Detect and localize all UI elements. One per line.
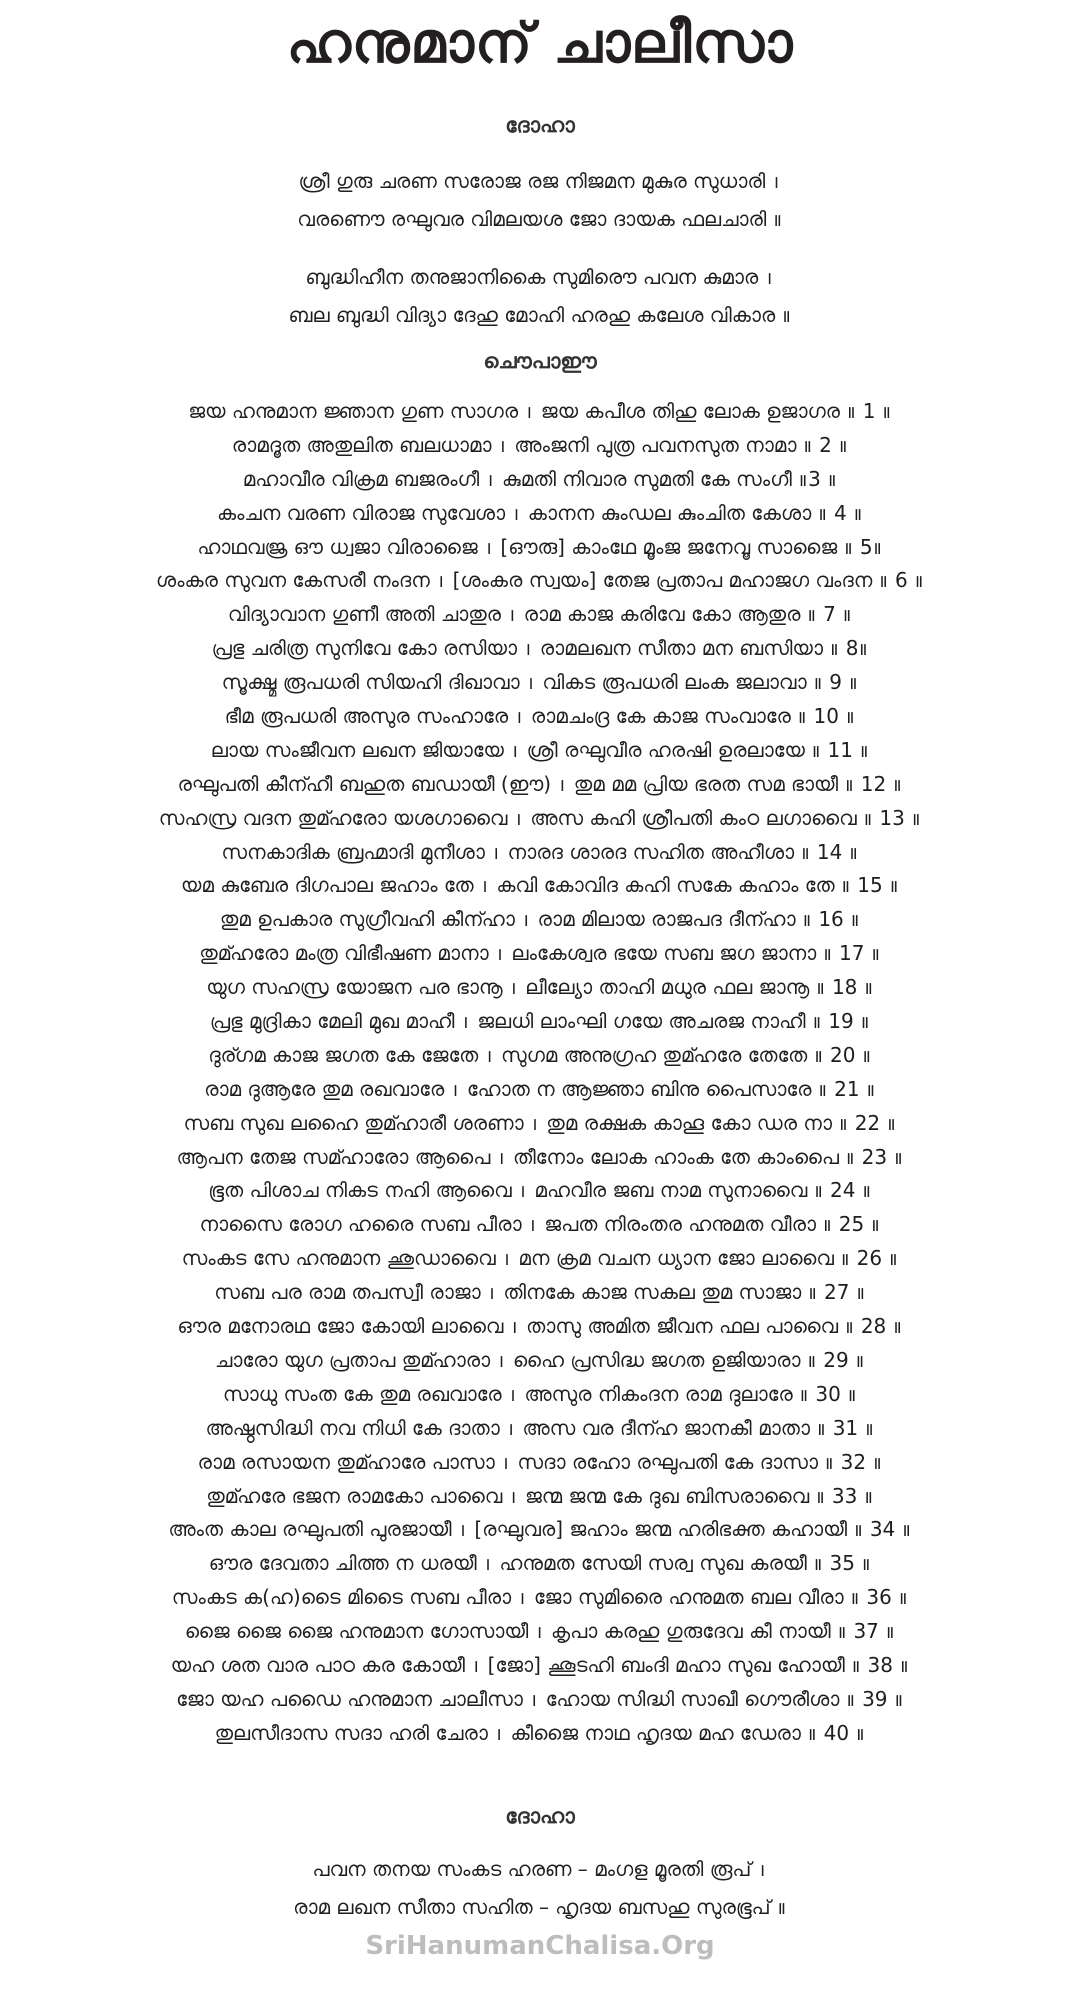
page-title: ഹനുമാന് ചാലീസാ bbox=[286, 11, 794, 76]
chaupai-line: സനകാദിക ബ്രഹ്മാദി മുനീശാ । നാരദ ശാരദ സഹിത അഹീശാ ॥ 14 ॥ bbox=[221, 839, 859, 864]
site-watermark: SriHanumanChalisa.Org bbox=[365, 1931, 715, 1961]
chaupai-line: രാമ ദുആരേ തുമ രഖവാരേ । ഹോത ന ആജ്ഞാ ബിനു പൈസാരേ ॥ 21 ॥ bbox=[204, 1076, 876, 1101]
chaupai-line: മഹാവീര വിക്രമ ബജരംഗീ । കുമതി നിവാര സുമതി കേ സംഗീ ॥3 ॥ bbox=[242, 466, 838, 491]
chaupai-line: രാമദൂത അതുലിത ബലധാമാ । അംജനി പുത്ര പവനസുത നാമാ ॥ 2 ॥ bbox=[231, 432, 849, 457]
chaupai-line: ഭീമ രൂപധരി അസുര സംഹാരേ । രാമചംദ്ര കേ കാജ സംവാരേ ॥ 10 ॥ bbox=[224, 704, 856, 729]
chaupai-line: ജോ യഹ പഡൈ ഹനുമാന ചാലീസാ । ഹോയ സിദ്ധി സാഖീ ഗൌരീശാ ॥ 39 ॥ bbox=[176, 1686, 904, 1711]
doha-heading-top: ദോഹാ bbox=[505, 113, 575, 137]
chaupai-line: വിദ്യാവാന ഗുണീ അതി ചാതുര । രാമ കാജ കരിവേ കോ ആതുര ॥ 7 ॥ bbox=[227, 602, 853, 627]
verse-line: ബുദ്ധിഹീന തനുജാനികൈ സുമിരൌ പവന കുമാര । bbox=[305, 265, 775, 289]
chaupai-line: സംകട ക(ഹ)ടൈ മിടൈ സബ പീരാ । ജോ സുമിരൈ ഹനുമത ബല വീരാ ॥ 36 ॥ bbox=[171, 1585, 909, 1610]
chaupai-line: പ്രഭു ചരിത്ര സുനിവേ കോ രസിയാ । രാമലഖന സീതാ മന ബസിയാ ॥ 8॥ bbox=[211, 636, 869, 661]
verse-line: ബല ബുദ്ധി വിദ്യാ ദേഹു മോഹി ഹരഹു കലേശ വികാര ॥ bbox=[288, 303, 792, 327]
chaupai-line: ദുര്ഗമ കാജ ജഗത കേ ജേതേ । സുഗമ അനുഗ്രഹ തുമ്ഹരേ തേതേ ॥ 20 ॥ bbox=[208, 1042, 872, 1067]
chaupai-line: സംകട സേ ഹനുമാന ഛുഡാവൈ । മന ക്രമ വചന ധ്യാന ജോ ലാവൈ ॥ 26 ॥ bbox=[181, 1246, 899, 1271]
chaupai-line: അംത കാല രഘുപതി പുരജായീ । [രഘുവര] ജഹാം ജന്മ ഹരിഭക്ത കഹായീ ॥ 34 ॥ bbox=[168, 1517, 912, 1542]
chaupai-line: സാധു സംത കേ തുമ രഖവാരേ । അസുര നികംദന രാമ ദുലാരേ ॥ 30 ॥ bbox=[222, 1381, 858, 1406]
verse-line: രാമ ലഖന സീതാ സഹിത – ഹൃദയ ബസഹു സുരഭൂപ് ॥ bbox=[293, 1895, 787, 1919]
chaupai-line: യമ കുബേര ദിഗപാല ജഹാം തേ । കവി കോവിദ കഹി സകേ കഹാം തേ ॥ 15 ॥ bbox=[180, 873, 900, 898]
chaupai-line: യുഗ സഹസ്ര യോജന പര ഭാനൂ । ലീല്യോ താഹി മധുര ഫല ജാനൂ ॥ 18 ॥ bbox=[206, 975, 874, 1000]
chaupai-line: ആപന തേജ സമ്ഹാരോ ആപൈ । തീനോം ലോക ഹാംക തേ കാംപൈ ॥ 23 ॥ bbox=[176, 1144, 904, 1169]
chaupai-line: ജയ ഹനുമാന ജ്ഞാന ഗുണ സാഗര । ജയ കപീശ തിഹു ലോക ഉജാഗര ॥ 1 ॥ bbox=[188, 399, 892, 423]
verse-line: പവന തനയ സംകട ഹരണ – മംഗള മൂരതി രൂപ് । bbox=[312, 1857, 768, 1881]
chaupai-line: രഘുപതി കീന്ഹീ ബഹുത ബഡായീ (ഈ) । തുമ മമ പ്രിയ ഭരത സമ ഭായീ ॥ 12 ॥ bbox=[177, 771, 903, 796]
chaupai-heading: ചൌപാഈ bbox=[483, 349, 597, 373]
chaupai-line: ഭൂത പിശാച നികട നഹി ആവൈ । മഹവീര ജബ നാമ സുനാവൈ ॥ 24 ॥ bbox=[208, 1178, 872, 1203]
chaupai-line: തുലസീദാസ സദാ ഹരി ചേരാ । കീജൈ നാഥ ഹൃദയ മഹ ഡേരാ ॥ 40 ॥ bbox=[214, 1720, 866, 1745]
chaupai-line: സൂക്ഷ്മ രൂപധരി സിയഹി ദിഖാവാ । വികട രൂപധരി ലംക ജലാവാ ॥ 9 ॥ bbox=[221, 670, 859, 695]
verse-line: ശ്രീ ഗുരു ചരണ സരോജ രജ നിജമന മുകുര സുധാരി । bbox=[298, 169, 782, 193]
chaupai-line: തുമ ഉപകാര സുഗ്രീവഹി കീന്ഹാ । രാമ മിലായ രാജപദ ദീന്ഹാ ॥ 16 ॥ bbox=[219, 907, 861, 932]
chaupai-line: ലായ സംജീവന ലഖന ജിയായേ । ശ്രീ രഘുവീര ഹരഷി ഉരലായേ ॥ 11 ॥ bbox=[210, 737, 870, 762]
chaupai-line: തുമ്ഹരേ ഭജന രാമകോ പാവൈ । ജന്മ ജന്മ കേ ദുഖ ബിസരാവൈ ॥ 33 ॥ bbox=[206, 1483, 874, 1508]
doha-verse-1 bbox=[0, 162, 1080, 238]
doha-verse-2 bbox=[0, 258, 1080, 334]
chaupai-line: യഹ ശത വാര പാഠ കര കോയീ । [ജോ] ഛൂടഹി ബംദി മഹാ സുഖ ഹോയീ ॥ 38 ॥ bbox=[170, 1652, 910, 1677]
chaupai-line: ഔര ദേവതാ ചിത്ത ന ധരയീ । ഹനുമത സേയി സര്വ സുഖ കരയീ ॥ 35 ॥ bbox=[208, 1551, 872, 1576]
chaupai-line: തുമ്ഹരോ മംത്ര വിഭീഷണ മാനാ । ലംകേശ്വര ഭയേ സബ ജഗ ജാനാ ॥ 17 ॥ bbox=[199, 941, 881, 966]
chaupai-line: ഔര മനോരഥ ജോ കോയി ലാവൈ । താസു അമിത ജീവന ഫല പാവൈ ॥ 28 ॥ bbox=[177, 1314, 903, 1339]
chaupai-line: പ്രഭു മുദ്രികാ മേലി മുഖ മാഹീ । ജലധി ലാംഘി ഗയേ അചരജ നാഹീ ॥ 19 ॥ bbox=[209, 1009, 871, 1034]
chaupai-line: രാമ രസായന തുമ്ഹാരേ പാസാ । സദാ രഹോ രഘുപതി കേ ദാസാ ॥ 32 ॥ bbox=[197, 1449, 883, 1474]
chaupai-line: സഹസ്ര വദന തുമ്ഹരോ യശഗാവൈ । അസ കഹി ശ്രീപതി കംഠ ലഗാവൈ ॥ 13 ॥ bbox=[158, 805, 922, 830]
chaupai-line: ജൈ ജൈ ജൈ ഹനുമാന ഗോസായീ । കൃപാ കരഹു ഗുരുദേവ കീ നായീ ॥ 37 ॥ bbox=[184, 1619, 896, 1644]
chaupai-line: സബ സുഖ ലഹൈ തുമ്ഹാരീ ശരണാ । തുമ രക്ഷക കാഹൂ കോ ഡര നാ ॥ 22 ॥ bbox=[183, 1110, 897, 1135]
chaupai-line: കംചന വരണ വിരാജ സുവേശാ । കാനന കുംഡല കുംചിത കേശാ ॥ 4 ॥ bbox=[216, 500, 864, 525]
chaupai-line: നാസൈ രോഗ ഹരൈ സബ പീരാ । ജപത നിരംതര ഹനുമത വീരാ ॥ 25 ॥ bbox=[199, 1212, 881, 1237]
chaupai-line: ഹാഥവജ്ര ഔ ധ്വജാ വിരാജൈ । [ഔരു] കാംഥേ മൂംജ ജനേവൂ സാജൈ ॥ 5॥ bbox=[197, 534, 883, 559]
chaupai-line: ശംകര സുവന കേസരീ നംദന । [ശംകര സ്വയം] തേജ പ്രതാപ മഹാജഗ വംദന ॥ 6 ॥ bbox=[155, 568, 925, 593]
chaupai-line: സബ പര രാമ തപസ്വീ രാജാ । തിനകേ കാജ സകല തുമ സാജാ ॥ 27 ॥ bbox=[214, 1280, 866, 1305]
verse-line: വരണൌ രഘുവര വിമലയശ ജോ ദായക ഫലചാരി ॥ bbox=[297, 207, 783, 231]
doha-verse-3 bbox=[0, 1850, 1080, 1926]
doha-heading-bottom: ദോഹാ bbox=[505, 1804, 575, 1828]
chaupai-line: ചാരോ യുഗ പ്രതാപ തുമ്ഹാരാ । ഹൈ പ്രസിദ്ധ ജഗത ഉജിയാരാ ॥ 29 ॥ bbox=[214, 1347, 866, 1372]
chaupai-verses bbox=[0, 395, 1080, 1751]
chaupai-line: അഷ്ഠസിദ്ധി നവ നിധി കേ ദാതാ । അസ വര ദീന്ഹ ജാനകീ മാതാ ॥ 31 ॥ bbox=[205, 1415, 875, 1440]
